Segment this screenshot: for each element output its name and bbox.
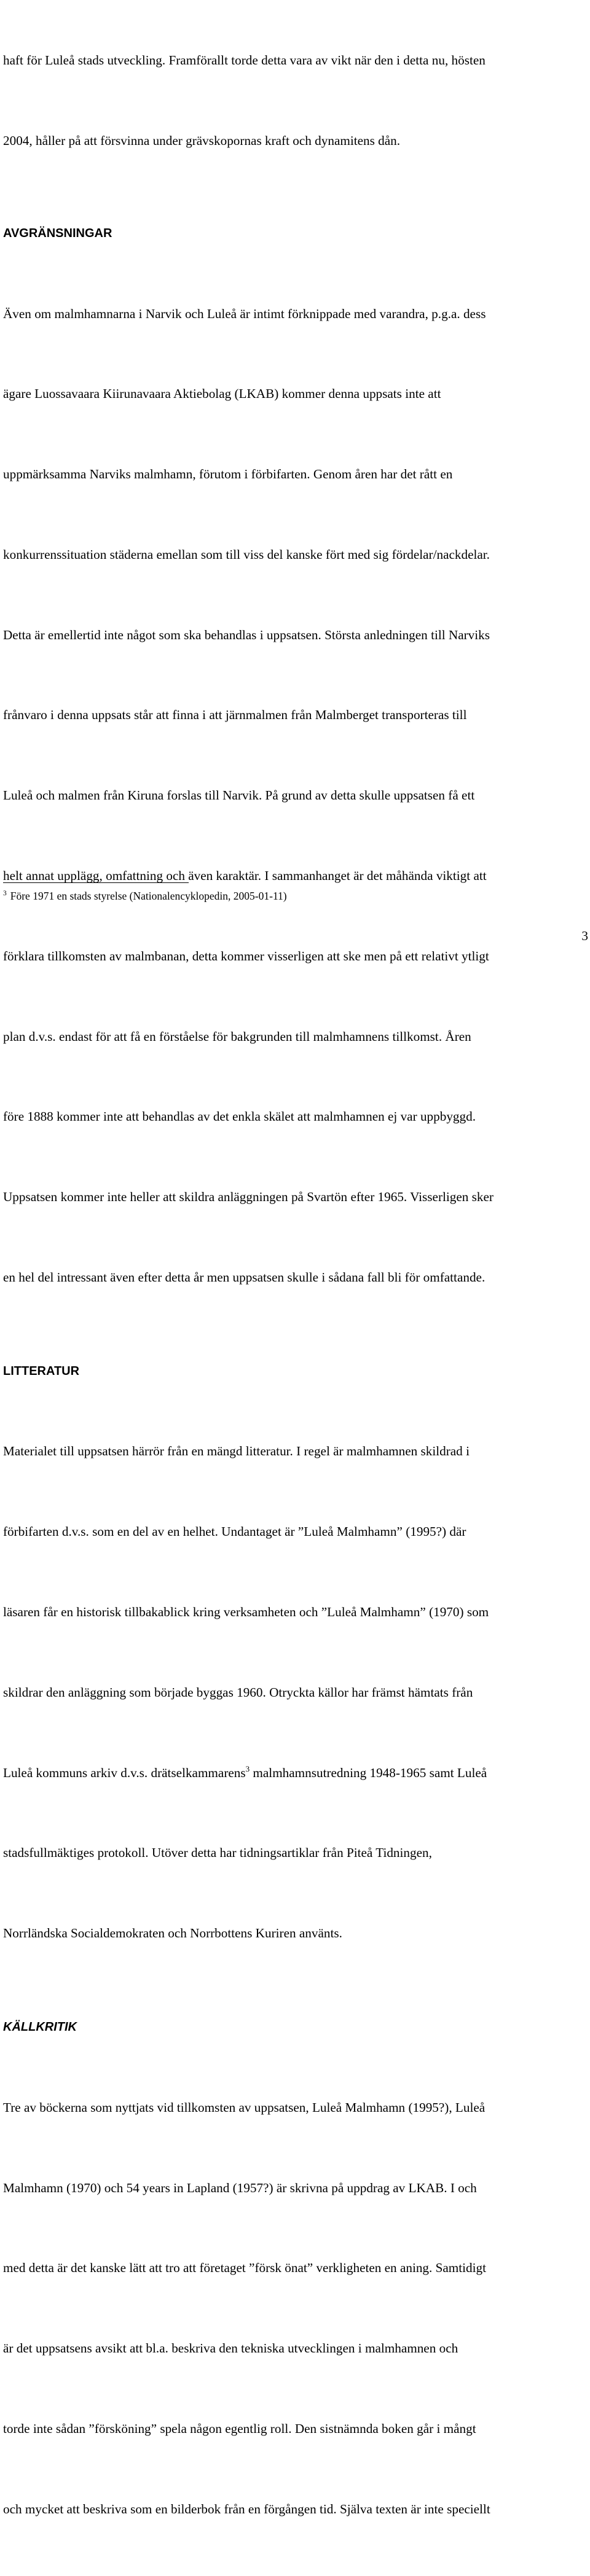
text-line: Materialet till uppsatsen härrör från en mängd litteratur. I regel är malmhamnen skildrad i	[3, 1444, 470, 1459]
intro-paragraph	[3, 0, 588, 208]
document-page	[3, 0, 588, 2576]
footnote-text: Före 1971 en stads styrelse (Nationalencyklopedin, 2005-01-11)	[10, 890, 287, 902]
text-line: 2004, håller på att försvinna under grävskopornas kraft och dynamitens dån.	[3, 133, 401, 148]
text-fragment: malmhamnsutredning 1948-1965 samt Luleå	[250, 1765, 487, 1780]
text-line: ägare Luossavaara Kiirunavaara Aktiebolag (LKAB) kommer denna uppsats inte att	[3, 386, 441, 402]
text-line: Malmhamn (1970) och 54 years in Lapland (1957?) är skrivna på uppdrag av LKAB. I och	[3, 2180, 477, 2195]
text-line: plan d.v.s. endast för att få en förståelse för bakgrunden till malmhamnens tillkomst. Åren	[3, 1029, 471, 1044]
text-line: skildrar den anläggning som började byggas 1960. Otryckta källor har främst hämtats från	[3, 1684, 473, 1700]
text-line: före 1888 kommer inte att behandlas av det enkla skälet att malmhamnen ej var uppbyggd.	[3, 1109, 476, 1124]
page-number: 3	[581, 928, 588, 943]
footnote-divider	[3, 882, 189, 883]
footnote-reference[interactable]: 3	[245, 1764, 250, 1773]
footnote-mark: 3	[3, 890, 7, 897]
section-heading-litteratur: LITTERATUR	[3, 1364, 80, 1378]
text-line: torde inte sådan ”försköning” spela någon egentlig roll. Den sistnämnda boken går i mångt	[3, 2421, 476, 2436]
text-line: läsaren får en historisk tillbakablick kring verksamheten och ”Luleå Malmhamn” (1970) som	[3, 1605, 489, 1620]
text-line-with-footnote	[3, 1760, 588, 1787]
avgransningar-paragraph	[3, 247, 588, 1344]
text-line: Även om malmhamnarna i Narvik och Luleå är intimt förknippade med varandra, p.g.a. dess	[3, 306, 486, 321]
section-heading-kallkritik: KÄLLKRITIK	[3, 2020, 77, 2034]
text-line: förklara tillkomsten av malmbanan, detta kommer visserligen att ske men på ett relativt ytligt	[3, 948, 489, 963]
text-line: helt annat upplägg, omfattning och även karaktär. I sammanhanget är det måhända viktigt att	[3, 868, 487, 883]
text-line: en hel del intressant även efter detta år men uppsatsen skulle i sådana fall bli för omfattande.	[3, 1269, 486, 1285]
section-heading-avgransningar: AVGRÄNSNINGAR	[3, 226, 112, 240]
text-line: frånvaro i denna uppsats står att finna i att järnmalmen från Malmberget transporteras till	[3, 707, 467, 723]
text-line: Luleå och malmen från Kiruna forslas till Narvik. På grund av detta skulle uppsatsen få ett	[3, 788, 475, 803]
text-line: konkurrenssituation städerna emellan som till viss del kanske fört med sig fördelar/nackdelar.	[3, 547, 490, 562]
footnote	[3, 888, 287, 904]
kallkritik-paragraph	[3, 2041, 588, 2576]
text-line: och mycket att beskriva som en bilderbok från en förgången tid. Själva texten är inte speciellt	[3, 2501, 490, 2516]
text-fragment: Luleå kommuns arkiv d.v.s. drätselkammarens	[3, 1765, 246, 1780]
litteratur-paragraph	[3, 1385, 588, 2001]
text-line: stadsfullmäktiges protokoll. Utöver detta har tidningsartiklar från Piteå Tidningen,	[3, 1845, 432, 1861]
text-line: uppmärksamma Narviks malmhamn, förutom i förbifarten. Genom åren har det rått en	[3, 467, 453, 482]
text-line: Norrländska Socialdemokraten och Norrbottens Kuriren använts.	[3, 1926, 342, 1941]
text-line: med detta är det kanske lätt att tro att företaget ”försk önat” verkligheten en aning. Samtidigt	[3, 2260, 487, 2276]
text-line: Uppsatsen kommer inte heller att skildra anläggningen på Svartön efter 1965. Visserligen sker	[3, 1189, 494, 1205]
text-line: haft för Luleå stads utveckling. Framförallt torde detta vara av vikt när den i detta nu, hösten	[3, 53, 486, 68]
text-line: är det uppsatsens avsikt att bl.a. beskriva den tekniska utvecklingen i malmhamnen och	[3, 2341, 458, 2356]
text-line: förbifarten d.v.s. som en del av en helhet. Undantaget är ”Luleå Malmhamn” (1995?) där	[3, 1524, 466, 1539]
text-line: Detta är emellertid inte något som ska behandlas i uppsatsen. Största anledningen till Narviks	[3, 627, 490, 642]
text-line: Tre av böckerna som nyttjats vid tillkomsten av uppsatsen, Luleå Malmhamn (1995?), Luleå	[3, 2099, 486, 2115]
